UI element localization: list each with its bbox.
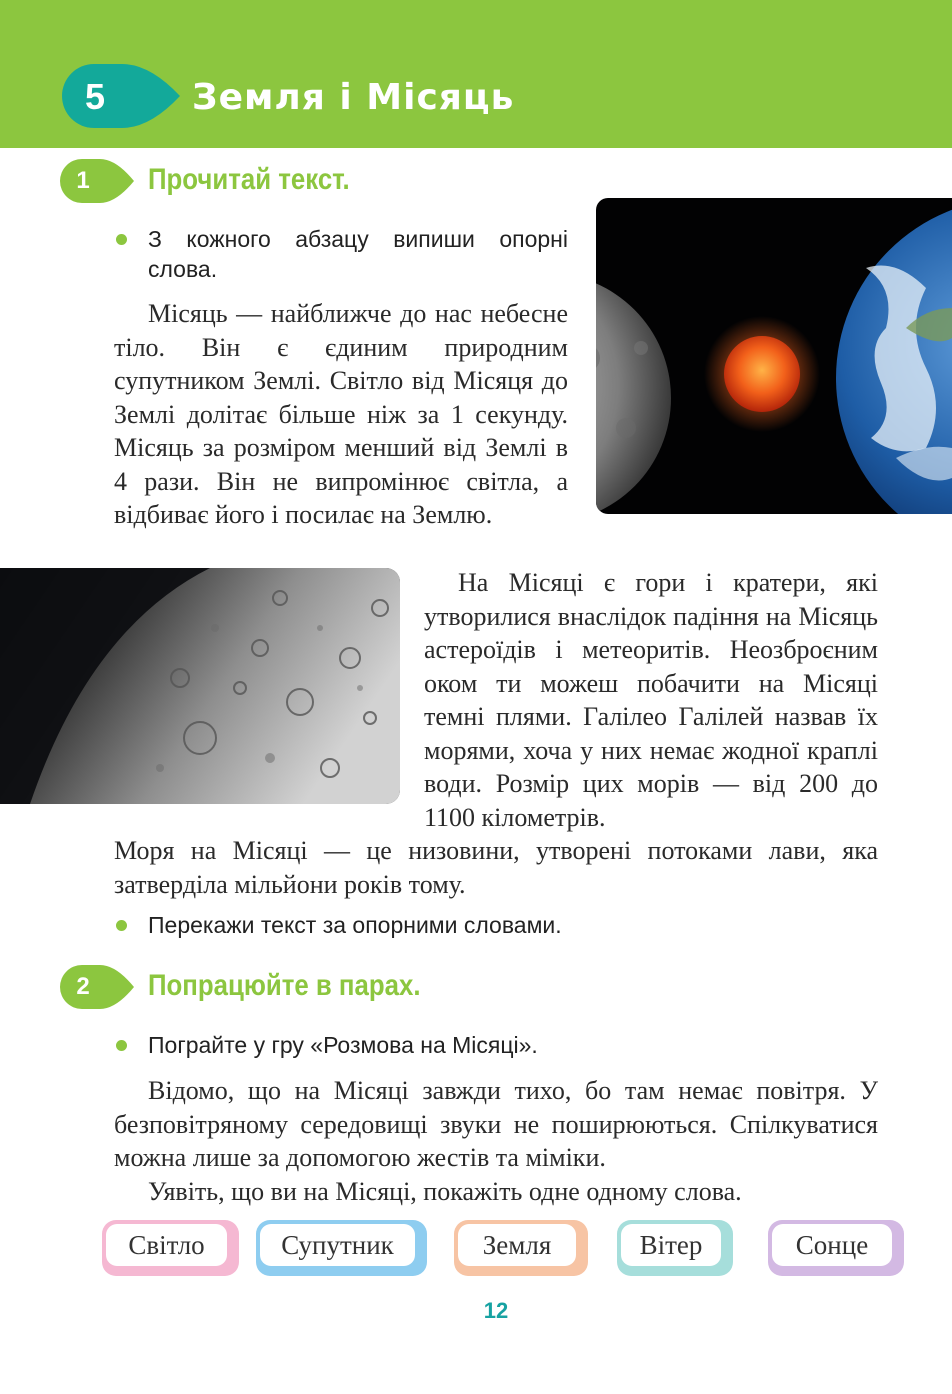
task-1-paragraph-2-end: Моря на Місяці — це низовини, утворені потоками лави, яка затверділа мільйони років тому. — [114, 836, 878, 899]
task-1-number: 1 — [76, 167, 90, 194]
task-2-title: Попрацюйте в парах. — [148, 969, 421, 1002]
task-2-paragraphs: Відомо, що на Місяці завжди тихо, бо там немає повітря. У безповітряному середовищі звуки не поширюються. Спілкуватися можна лише за допомогою жестів та міміки. Уявіть, що ви на Місяці, покажіть одне одному слова. — [114, 1076, 878, 1206]
chapter-number: 5 — [84, 76, 106, 117]
word-card-suputnyk[interactable]: Супутник — [256, 1220, 427, 1276]
bullet-dot — [116, 1040, 127, 1051]
task-1-paragraph-1: Місяць — найближче до нас небесне тіло. Він є єдиним природним супутником Землі. Світло від Місяця до Землі долітає більше ніж за 1 секунду. Місяць за розміром менший від Землі в 4 рази. Він не випромінює світла, а відбиває його і посилає на Землю. — [114, 299, 568, 529]
bullet-dot — [116, 234, 127, 245]
word-card-sontse[interactable]: Сонце — [768, 1220, 904, 1276]
moon-craters-illustration — [0, 568, 400, 804]
bullet-dot — [116, 920, 127, 931]
word-card-svitlo[interactable]: Світло — [102, 1220, 239, 1276]
earth-sun-moon-illustration — [596, 198, 952, 514]
task-1-retell-instruction: Перекажи текст за опорними словами. — [116, 910, 876, 940]
chapter-title: Земля і Місяць — [192, 77, 515, 118]
task-1-paragraph-2: На Місяці є гори і кратери, які утворилися внаслідок падіння на Місяць астероїдів і метеоритів. Неозброєним оком ти можеш побачити на Місяці темні плями. Галілео Галілей назвав їх морями, хоча у них немає жодної краплі води. Розмір цих морів — від 200 до 1100 кілометрів. — [424, 568, 878, 832]
task-2-instruction: Пограйте у гру «Розмова на Місяці». — [116, 1030, 876, 1060]
moon-craters-photo — [0, 568, 400, 804]
sun — [724, 336, 800, 412]
moon-crescent — [596, 273, 671, 514]
chapter-header — [0, 0, 952, 148]
task-2-number: 2 — [76, 973, 90, 1000]
word-card-zemlia[interactable]: Земля — [454, 1220, 588, 1276]
page-number: 12 — [483, 1298, 509, 1323]
task-1-title: Прочитай текст. — [148, 163, 350, 196]
earth-sun-moon-photo — [596, 198, 952, 514]
word-card-viter[interactable]: Вітер — [617, 1220, 733, 1276]
task-1-instruction: З кожного абзацу випиши опорні слова. — [116, 224, 568, 284]
